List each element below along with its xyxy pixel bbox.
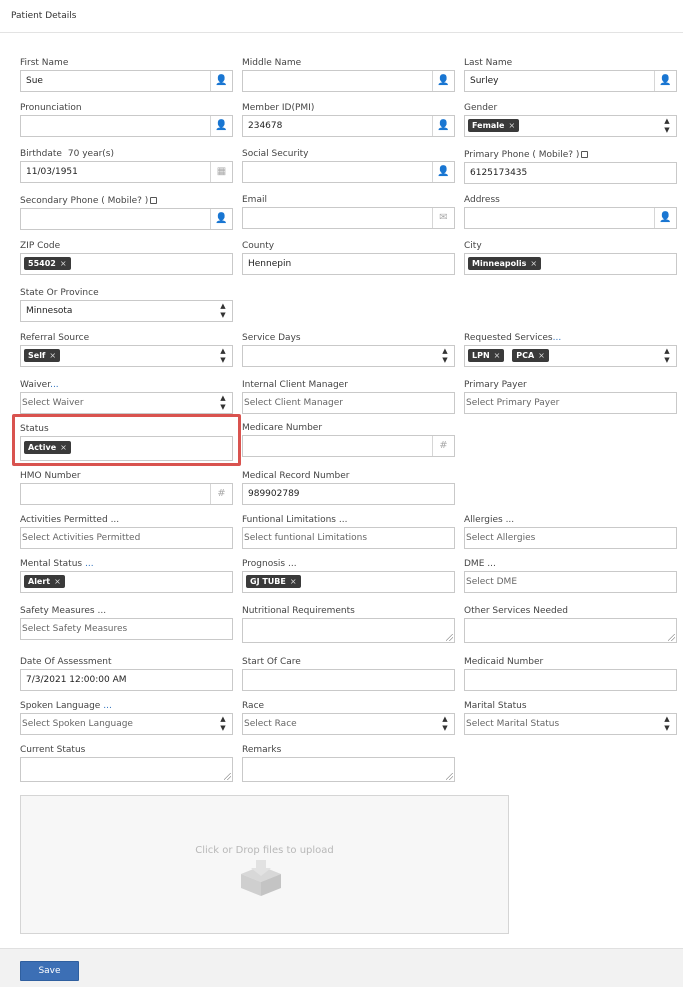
prognosis-field (242, 559, 455, 593)
medicaid-number-input[interactable] (464, 669, 677, 691)
remove-tag-icon[interactable]: × (508, 121, 516, 130)
resize-grip-icon[interactable] (446, 773, 453, 780)
start-of-care-label: Start Of Care (242, 657, 301, 667)
city-label: City (464, 241, 482, 251)
city-select[interactable] (464, 253, 677, 275)
resize-grip-icon[interactable] (446, 634, 453, 641)
birthdate-input[interactable] (20, 161, 233, 183)
age-text: 70 year(s) (67, 149, 115, 159)
county-label: County (242, 241, 275, 251)
pronunciation-input[interactable] (20, 115, 233, 137)
status-tag-text: Active (28, 443, 57, 452)
race-field (242, 701, 455, 735)
select-caret-icon: ▲ ▼ (220, 715, 226, 732)
medicare-number-input[interactable] (242, 435, 455, 457)
date-of-assessment-field (20, 657, 233, 691)
spoken-language-more-link[interactable]: ... (103, 701, 112, 711)
safety-measures-field (20, 606, 233, 640)
mental-status-tag[interactable] (24, 575, 65, 588)
person-icon: 👤 (432, 71, 454, 91)
activities-permitted-select[interactable] (20, 527, 233, 549)
race-label: Race (242, 701, 265, 711)
spoken-language-field (20, 701, 233, 735)
person-icon: 👤 (654, 208, 676, 228)
medical-record-number-field (242, 471, 455, 505)
start-of-care-input[interactable] (242, 669, 455, 691)
allergies-field (464, 515, 677, 549)
functional-limitations-label: Funtional Limitations ... (242, 515, 348, 525)
functional-limitations-more-link[interactable]: ... (338, 515, 348, 525)
select-caret-icon: ▲ ▼ (664, 715, 670, 732)
prognosis-tag[interactable] (246, 575, 301, 588)
nutritional-requirements-field (242, 606, 455, 643)
state-value: Minnesota (26, 306, 73, 316)
activities-permitted-field (20, 515, 233, 549)
spoken-language-select[interactable] (20, 713, 233, 735)
service-days-field (242, 333, 455, 367)
remarks-field (242, 745, 455, 782)
prognosis-select[interactable] (242, 571, 455, 593)
primary-phone-label: Primary Phone ( Mobile? ) (464, 150, 677, 161)
select-caret-icon: ▲ ▼ (220, 302, 226, 319)
middle-name-label: Middle Name (242, 58, 302, 68)
email-input[interactable] (242, 207, 455, 229)
pronunciation-field (20, 103, 233, 137)
last-name-field (464, 58, 677, 92)
race-select[interactable] (242, 713, 455, 735)
email-field (242, 195, 455, 229)
remove-tag-icon[interactable]: × (538, 351, 545, 360)
waiver-placeholder: Select Waiver (22, 398, 84, 408)
zip-field (20, 241, 233, 275)
address-input[interactable] (464, 207, 677, 229)
date-of-assessment-input[interactable] (20, 669, 233, 691)
medicare-number-field (242, 423, 455, 457)
prognosis-tag-text: GJ TUBE (250, 577, 286, 586)
referral-source-field (20, 333, 233, 367)
referral-source-tag-text: Self (28, 351, 46, 360)
city-tag-text: Minneapolis (472, 259, 527, 268)
medicare-number-label: Medicare Number (242, 423, 323, 433)
safety-measures-placeholder: Select Safety Measures (22, 624, 128, 634)
first-name-field (20, 58, 233, 92)
safety-measures-more-link[interactable]: ... (97, 606, 107, 616)
mental-status-label: Mental Status ... (20, 559, 94, 569)
internal-client-manager-label: Internal Client Manager (242, 380, 348, 390)
requested-services-tag[interactable] (512, 349, 549, 362)
referral-source-label: Referral Source (20, 333, 90, 343)
nutritional-requirements-label: Nutritional Requirements (242, 606, 355, 616)
start-of-care-field (242, 657, 455, 691)
last-name-label: Last Name (464, 58, 513, 68)
race-placeholder: Select Race (244, 719, 297, 729)
remove-tag-icon[interactable]: × (530, 259, 538, 268)
activities-permitted-label: Activities Permitted ... (20, 515, 120, 525)
resize-grip-icon[interactable] (224, 773, 231, 780)
remove-tag-icon[interactable]: × (59, 259, 67, 268)
mental-status-field (20, 559, 233, 593)
requested-services-more-link[interactable]: ... (552, 333, 562, 343)
secondary-phone-input[interactable] (20, 208, 233, 230)
zip-tag[interactable] (24, 257, 71, 270)
internal-client-manager-field (242, 380, 455, 414)
status-label: Status (20, 424, 49, 434)
service-days-label: Service Days (242, 333, 301, 343)
member-id-value: 234678 (248, 121, 283, 131)
person-icon: 👤 (432, 162, 454, 182)
hmo-number-field (20, 471, 233, 505)
allergies-more-link[interactable]: ... (505, 515, 515, 525)
current-status-label: Current Status (20, 745, 86, 755)
calendar-icon[interactable]: ▦ (210, 162, 232, 182)
referral-source-select[interactable] (20, 345, 233, 367)
prognosis-more-link[interactable]: ... (287, 559, 297, 569)
birthdate-value: 11/03/1951 (26, 167, 78, 177)
current-status-textarea[interactable] (20, 757, 233, 782)
primary-payer-select[interactable] (464, 392, 677, 414)
remarks-textarea[interactable] (242, 757, 455, 782)
requested-services-tag-text: LPN (472, 351, 490, 360)
requested-services-tag[interactable] (468, 349, 504, 362)
person-icon: 👤 (210, 116, 232, 136)
functional-limitations-placeholder: Select funtional Limitations (244, 533, 368, 543)
hmo-number-label: HMO Number (20, 471, 81, 481)
first-name-input[interactable] (20, 70, 233, 92)
select-caret-icon: ▲ ▼ (442, 347, 448, 364)
first-name-value: Sue (26, 76, 43, 86)
medicaid-number-label: Medicaid Number (464, 657, 544, 667)
gender-tag-text: Female (472, 121, 505, 130)
middle-name-input[interactable] (242, 70, 455, 92)
remove-tag-icon[interactable]: × (49, 351, 57, 360)
form-footer (0, 948, 683, 987)
remarks-label: Remarks (242, 745, 282, 755)
first-name-label: First Name (20, 58, 69, 68)
page-title: Patient Details (11, 11, 77, 21)
waiver-more-link[interactable]: ... (50, 380, 59, 390)
waiver-select[interactable] (20, 392, 233, 414)
safety-measures-label: Safety Measures ... (20, 606, 107, 616)
zip-label: ZIP Code (20, 241, 61, 251)
social-security-label: Social Security (242, 149, 309, 159)
primary-payer-label: Primary Payer (464, 380, 527, 390)
primary-phone-field (464, 150, 677, 184)
requested-services-select[interactable] (464, 345, 677, 367)
spoken-language-label: Spoken Language ... (20, 701, 112, 711)
remove-tag-icon[interactable]: × (54, 577, 61, 586)
other-services-label: Other Services Needed (464, 606, 568, 616)
gender-field (464, 103, 677, 137)
primary-phone-mobile-checkbox[interactable] (581, 151, 588, 158)
marital-status-select[interactable] (464, 713, 677, 735)
primary-phone-input[interactable] (464, 162, 677, 184)
city-field (464, 241, 677, 275)
secondary-phone-label: Secondary Phone ( Mobile? ) (20, 196, 233, 207)
last-name-value: Surley (470, 76, 499, 86)
file-dropzone[interactable] (20, 795, 509, 934)
hash-icon: # (210, 484, 232, 504)
county-field (242, 241, 455, 275)
allergies-label: Allergies ... (464, 515, 515, 525)
address-field (464, 195, 677, 229)
activities-permitted-more-link[interactable]: ... (110, 515, 120, 525)
mental-status-more-link[interactable]: ... (84, 559, 94, 569)
person-icon: 👤 (210, 71, 232, 91)
medicaid-number-field (464, 657, 677, 691)
requested-services-field (464, 333, 677, 367)
county-input[interactable] (242, 253, 455, 275)
spoken-language-placeholder: Select Spoken Language (22, 719, 133, 729)
medical-record-number-input[interactable] (242, 483, 455, 505)
mental-status-tag-text: Alert (28, 577, 51, 586)
pronunciation-label: Pronunciation (20, 103, 82, 113)
state-label: State Or Province (20, 288, 99, 298)
allergies-select[interactable] (464, 527, 677, 549)
functional-limitations-select[interactable] (242, 527, 455, 549)
medical-record-number-label: Medical Record Number (242, 471, 350, 481)
remove-tag-icon[interactable]: × (289, 577, 297, 586)
dropzone-text: Click or Drop files to upload (195, 845, 334, 856)
save-button[interactable]: Save (20, 961, 79, 981)
activities-permitted-placeholder: Select Activities Permitted (22, 533, 141, 543)
select-caret-icon: ▲ ▼ (220, 347, 226, 364)
hmo-number-input[interactable] (20, 483, 233, 505)
person-icon: 👤 (210, 209, 232, 229)
email-label: Email (242, 195, 267, 205)
mental-status-select[interactable] (20, 571, 233, 593)
status-select[interactable] (20, 436, 233, 461)
gender-select[interactable] (464, 115, 677, 137)
zip-select[interactable] (20, 253, 233, 275)
hash-icon: # (432, 436, 454, 456)
select-caret-icon: ▲ ▼ (442, 715, 448, 732)
internal-client-manager-select[interactable] (242, 392, 455, 414)
primary-payer-placeholder: Select Primary Payer (466, 398, 560, 408)
requested-services-tag-text: PCA (516, 351, 535, 360)
waiver-field (20, 380, 233, 414)
gender-tag[interactable] (468, 119, 519, 132)
resize-grip-icon[interactable] (668, 634, 675, 641)
status-field (20, 424, 233, 461)
medical-record-number-value: 989902789 (248, 489, 300, 499)
remove-tag-icon[interactable]: × (493, 351, 501, 360)
safety-measures-select[interactable] (20, 618, 233, 640)
gender-label: Gender (464, 103, 498, 113)
page-header (0, 0, 683, 33)
marital-status-label: Marital Status (464, 701, 527, 711)
marital-status-placeholder: Select Marital Status (466, 719, 560, 729)
secondary-phone-field (20, 196, 233, 230)
social-security-field (242, 149, 455, 183)
middle-name-field (242, 58, 455, 92)
county-value: Hennepin (248, 259, 292, 269)
member-id-input[interactable] (242, 115, 455, 137)
city-tag[interactable] (468, 257, 541, 270)
service-days-select[interactable] (242, 345, 455, 367)
person-icon: 👤 (432, 116, 454, 136)
marital-status-field (464, 701, 677, 735)
last-name-input[interactable] (464, 70, 677, 92)
prognosis-label: Prognosis ... (242, 559, 297, 569)
date-of-assessment-value: 7/3/2021 12:00:00 AM (26, 675, 127, 685)
zip-tag-text: 55402 (28, 259, 56, 268)
dme-field (464, 559, 677, 593)
state-field (20, 288, 233, 322)
select-caret-icon: ▲ ▼ (664, 347, 670, 364)
address-label: Address (464, 195, 500, 205)
requested-services-label: Requested Services... (464, 333, 562, 343)
dme-placeholder: Select DME (466, 577, 518, 587)
other-services-field (464, 606, 677, 643)
dme-more-link[interactable]: ... (487, 559, 496, 569)
other-services-textarea[interactable] (464, 618, 677, 643)
person-icon: 👤 (654, 71, 676, 91)
status-tag[interactable] (24, 441, 71, 454)
nutritional-requirements-textarea[interactable] (242, 618, 455, 643)
select-caret-icon: ▲ ▼ (220, 394, 226, 411)
member-id-label: Member ID(PMI) (242, 103, 315, 113)
member-id-field (242, 103, 455, 137)
internal-client-manager-placeholder: Select Client Manager (244, 398, 343, 408)
dme-select[interactable] (464, 571, 677, 593)
social-security-input[interactable] (242, 161, 455, 183)
remove-tag-icon[interactable]: × (60, 443, 67, 452)
dme-label: DME ... (464, 559, 496, 569)
envelope-icon: ✉ (432, 208, 454, 228)
current-status-field (20, 745, 233, 782)
date-of-assessment-label: Date Of Assessment (20, 657, 112, 667)
birthdate-field (20, 149, 233, 183)
referral-source-tag[interactable] (24, 349, 60, 362)
secondary-phone-mobile-checkbox[interactable] (150, 197, 157, 204)
state-select[interactable] (20, 300, 233, 322)
birthdate-label: Birthdate 70 year(s) (20, 149, 115, 159)
select-caret-icon: ▲ ▼ (664, 117, 670, 134)
allergies-placeholder: Select Allergies (466, 533, 536, 543)
waiver-label: Waiver... (20, 380, 59, 390)
primary-phone-value: 6125173435 (470, 168, 528, 178)
primary-payer-field (464, 380, 677, 414)
functional-limitations-field (242, 515, 455, 549)
upload-box-icon (236, 860, 286, 896)
